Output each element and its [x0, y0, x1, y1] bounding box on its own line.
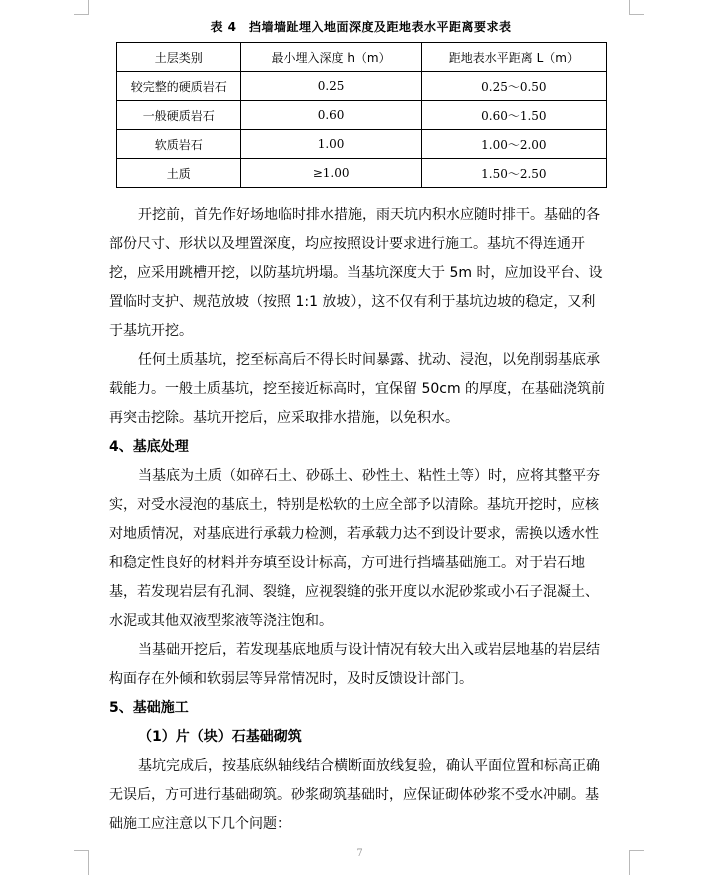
table-cell: 1.00～2.00 — [421, 130, 606, 159]
table-row — [117, 101, 607, 130]
table-cell: 软质岩石 — [117, 130, 241, 159]
body-text — [109, 201, 609, 839]
table-cell: 0.25 — [241, 72, 421, 101]
paragraph: 当基础开挖后，若发现基底地质与设计情况有较大出入或岩层地基的岩层结构面存在外倾和软弱层等异常情况时，及时反馈设计部门。 — [109, 642, 600, 687]
table-row — [117, 159, 607, 188]
page-number: 7 — [356, 848, 363, 859]
table-cell: 较完整的硬质岩石 — [117, 72, 241, 101]
table-cell: 土质 — [117, 159, 241, 188]
paragraph: 任何土质基坑，挖至标高后不得长时间暴露、扰动、浸泡，以免削弱基底承载能力。一般土质基坑，挖至接近标高时，宜保留 50cm 的厚度，在基础浇筑前再突击挖除。基坑开挖后，应采取排水措施，以免积水。 — [109, 352, 606, 426]
paragraph: 开挖前，首先作好场地临时排水措施，雨天坑内积水应随时排干。基础的各部份尺寸、形状以及埋置深度，均应按照设计要求进行施工。基坑不得连通开挖，应采用跳槽开挖，以防基坑坍塌。当基坑深度大于 5m 时，应加设平台、设置临时支护、规范放坡（按照 1:1 放坡），这不仅有利于基坑边坡的稳定，又利于基坑开挖。 — [109, 207, 603, 339]
crop-mark — [74, 14, 89, 15]
table-cell: 0.60～1.50 — [421, 101, 606, 130]
crop-mark — [629, 14, 644, 15]
paragraph: 当基底为土质（如碎石土、砂砾土、砂性土、粘性土等）时，应将其整平夯实，对受水浸泡的基底土，特别是松软的土应全部予以清除。基坑开挖时，应核对地质情况，对基底进行承载力检测，若承载力达不到设计要求，需换以透水性和稳定性良好的材料并夯填至设计标高，方可进行挡墙基础施工。对于岩石地基，若发现岩层有孔洞、裂缝，应视裂缝的张开度以水泥砂浆或小石子混凝土、水泥或其他双液型浆液等浇注饱和。 — [109, 468, 600, 629]
paragraph: 基坑完成后，按基底纵轴线结合横断面放线复验，确认平面位置和标高正确无误后，方可进行基础砌筑。砂浆砌筑基础时，应保证砌体砂浆不受水冲刷。基础施工应注意以下几个问题： — [109, 758, 600, 832]
subsection-heading: （1）片（块）石基础砌筑 — [138, 729, 302, 745]
table-cell: 一般硬质岩石 — [117, 101, 241, 130]
crop-mark — [629, 0, 630, 14]
table-cell: 1.00 — [241, 130, 421, 159]
table-cell: 1.50～2.50 — [421, 159, 606, 188]
table-row — [117, 130, 607, 159]
table-cell: 0.25～0.50 — [421, 72, 606, 101]
table-header-cell: 最小埋入深度 h（m） — [241, 43, 421, 72]
table-header-cell: 距地表水平距离 L（m） — [421, 43, 606, 72]
requirements-table — [116, 42, 607, 188]
table-row — [117, 72, 607, 101]
table-cell: ≥1.00 — [241, 159, 421, 188]
crop-mark — [88, 0, 89, 14]
table-cell: 0.60 — [241, 101, 421, 130]
table-header-cell: 土层类别 — [117, 43, 241, 72]
table-header-row — [117, 43, 607, 72]
section-heading: 4、基底处理 — [109, 439, 189, 455]
section-heading: 5、基础施工 — [109, 700, 189, 716]
table-caption: 表 4 挡墙墙趾埋入地面深度及距地表水平距离要求表 — [210, 20, 512, 34]
